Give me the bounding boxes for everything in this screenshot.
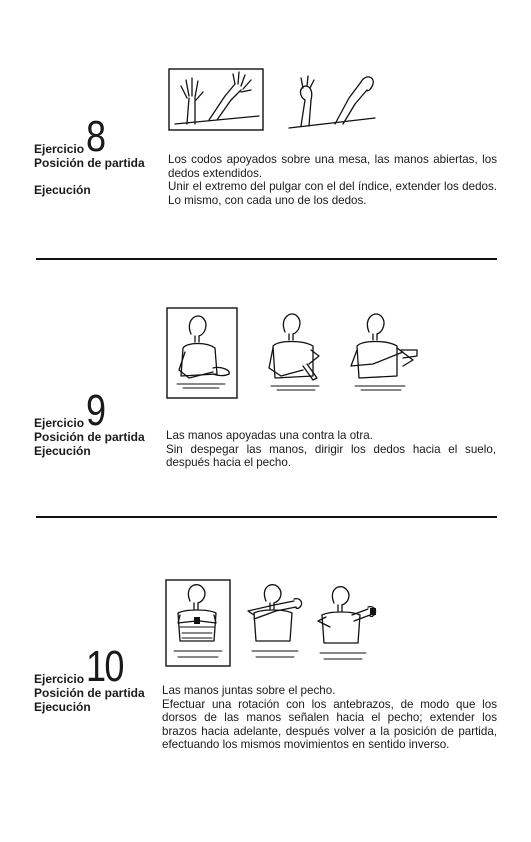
- exercise-9-text: [166, 429, 496, 470]
- exercise-9-labels: [34, 386, 145, 458]
- exercise-8-labels: [34, 112, 145, 197]
- exercise-number: 10: [86, 642, 123, 691]
- start-position-label: Posición de partida: [34, 430, 145, 444]
- section-divider: [36, 516, 497, 518]
- execution-label: Ejecución: [34, 700, 91, 714]
- start-position-label: Posición de partida: [34, 686, 145, 700]
- exercise-number: 8: [86, 112, 105, 161]
- execution-label: Ejecución: [34, 183, 91, 197]
- exercise-heading: [34, 642, 145, 691]
- exercise-heading: [34, 386, 145, 435]
- exercise-heading: [34, 112, 145, 161]
- start-position-text: Las manos juntas sobre el pecho.: [162, 684, 336, 697]
- exercise-9-illustration: [163, 304, 438, 402]
- exercise-10-labels: [34, 642, 145, 714]
- execution-text: Efectuar una rotación con los antebrazos, de modo que los dorsos de las manos señalen hacia el pecho; extender los brazos hacia adelante, después volver a la posición de partida, efectuando los mismos movimientos en sentido inverso.: [162, 697, 497, 752]
- exercise-word: Ejercicio: [34, 416, 85, 430]
- start-position-text: Los codos apoyados sobre una mesa, las manos abiertas, los dedos extendidos.: [168, 153, 497, 180]
- section-divider: [36, 258, 497, 260]
- exercise-word: Ejercicio: [34, 672, 85, 686]
- exercise-number: 9: [86, 386, 105, 435]
- start-position-label: Posición de partida: [34, 156, 145, 170]
- execution-text: Unir el extremo del pulgar con el del índice, extender los dedos. Lo mismo, con cada uno de los dedos.: [168, 180, 497, 207]
- exercise-10-illustration: [160, 577, 385, 669]
- exercise-10-text: [162, 684, 497, 752]
- start-position-text: Las manos apoyadas una contra la otra.: [166, 429, 373, 442]
- exercise-8-text: [168, 153, 497, 207]
- execution-text: Sin despegar las manos, dirigir los dedos hacia el suelo, después hacia el pecho.: [166, 442, 496, 470]
- exercise-word: Ejercicio: [34, 142, 85, 156]
- exercise-8-illustration: [165, 66, 385, 134]
- execution-label: Ejecución: [34, 444, 91, 458]
